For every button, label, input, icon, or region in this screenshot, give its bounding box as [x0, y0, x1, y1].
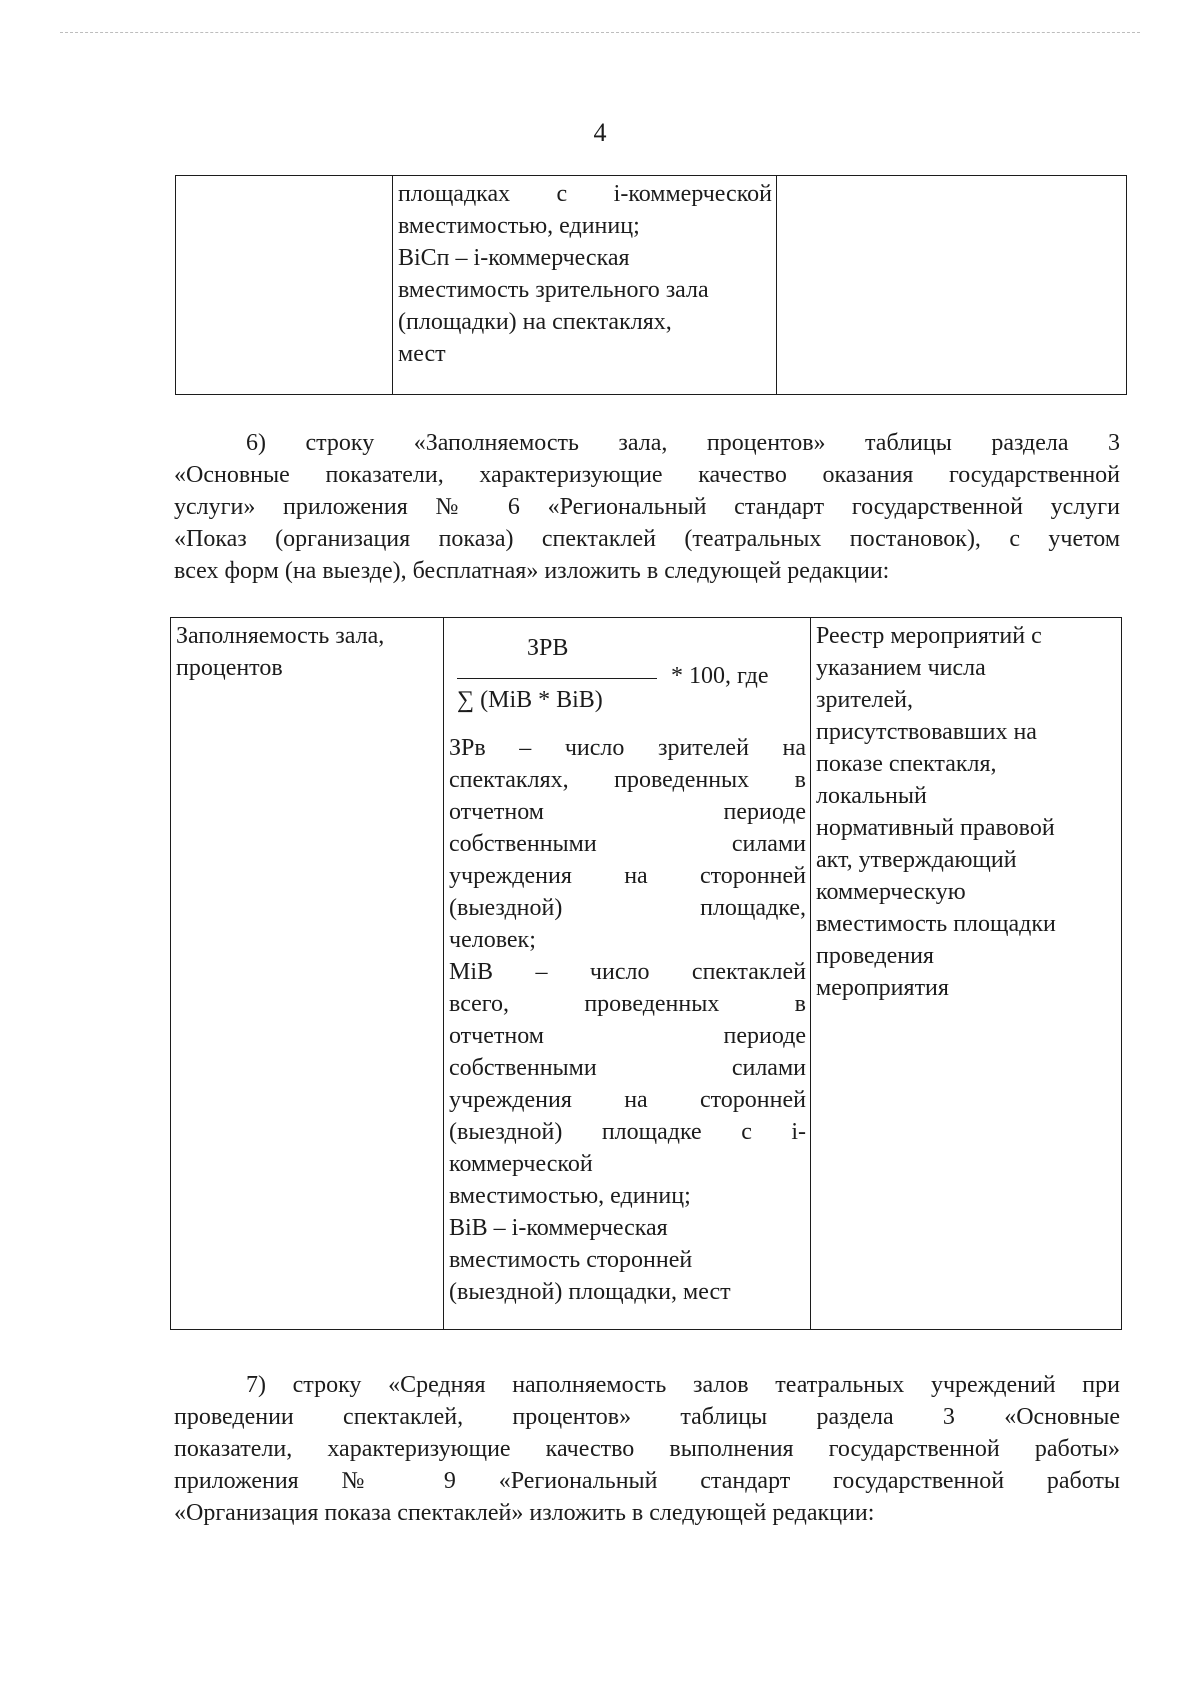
table-cell-indicator — [171, 618, 444, 1330]
paragraph-line: 7) строку «Средняя наполняемость залов театральных учреждений при — [246, 1372, 1120, 1398]
paragraph-item-6 — [174, 427, 1120, 587]
table-cell-formula-definitions — [444, 618, 811, 1330]
definition-line: отчетном периоде — [449, 1023, 806, 1049]
page-number: 4 — [593, 118, 607, 147]
table-cell-source — [811, 618, 1122, 1330]
definition-line: ЗРв – число зрителей на — [449, 735, 806, 761]
definition-line: вместимостью, единиц; — [449, 1183, 691, 1209]
definition-line: (выездной) площадке с i- — [449, 1119, 806, 1145]
text-line: (площадки) на спектаклях, — [398, 309, 672, 335]
paragraph-line: приложения № 9 «Региональный стандарт государственной работы — [174, 1468, 1120, 1494]
definition-line: отчетном периоде — [449, 799, 806, 825]
formula-denominator: ∑ (МiВ * ВiВ) — [457, 687, 603, 713]
text-line: ВiСп – i-коммерческая — [398, 245, 630, 271]
definition-line: собственными силами — [449, 831, 806, 857]
source-line: локальный — [816, 783, 927, 809]
fraction-bar — [457, 678, 657, 679]
paragraph-line: «Показ (организация показа) спектаклей (театральных постановок), с учетом — [174, 526, 1120, 552]
source-line: указанием числа — [816, 655, 986, 681]
paragraph-line: услуги» приложения № 6 «Региональный стандарт государственной услуги — [174, 494, 1120, 520]
paragraph-line: «Основные показатели, характеризующие качество оказания государственной — [174, 462, 1120, 488]
paragraph-line: всех форм (на выезде), бесплатная» изложить в следующей редакции: — [174, 558, 890, 584]
indicator-line: Заполняемость зала, — [176, 623, 385, 649]
definition-line: учреждения на сторонней — [449, 1087, 806, 1113]
formula-numerator: ЗРВ — [527, 635, 569, 661]
indicator-line: процентов — [176, 655, 283, 681]
formula-factor: * 100, где — [671, 663, 769, 689]
text-line: вместимостью, единиц; — [398, 213, 640, 239]
source-line: коммерческую — [816, 879, 966, 905]
definition-line: вместимость сторонней — [449, 1247, 693, 1273]
table-cell-formula-definitions — [393, 176, 777, 395]
definition-line: всего, проведенных в — [449, 991, 806, 1017]
table-cell-indicator — [176, 176, 393, 395]
text-line: площадках с i-коммерческой — [398, 181, 772, 207]
text-line: вместимость зрительного зала — [398, 277, 709, 303]
table-row — [176, 176, 1127, 395]
paragraph-line: показатели, характеризующие качество выполнения государственной работы» — [174, 1436, 1120, 1462]
definition-line: учреждения на сторонней — [449, 863, 806, 889]
paragraph-line: 6) строку «Заполняемость зала, процентов» таблицы раздела 3 — [246, 430, 1120, 456]
table-indicator — [170, 617, 1122, 1330]
source-line: проведения — [816, 943, 934, 969]
definition-line: (выездной) площадке, — [449, 895, 806, 921]
source-line: зрителей, — [816, 687, 913, 713]
definition-line: человек; — [449, 927, 536, 953]
text-line: мест — [398, 341, 446, 367]
definition-line: спектаклях, проведенных в — [449, 767, 806, 793]
paragraph-item-7 — [174, 1369, 1120, 1529]
table-cell-source — [777, 176, 1127, 395]
table-continuation — [175, 175, 1127, 395]
source-line: присутствовавших на — [816, 719, 1037, 745]
definition-line: МiВ – число спектаклей — [449, 959, 806, 985]
source-line: акт, утверждающий — [816, 847, 1017, 873]
source-line: нормативный правовой — [816, 815, 1055, 841]
source-line: Реестр мероприятий с — [816, 623, 1042, 649]
paragraph-line: «Организация показа спектаклей» изложить в следующей редакции: — [174, 1500, 875, 1526]
definition-line: коммерческой — [449, 1151, 593, 1177]
definition-line: (выездной) площадки, мест — [449, 1279, 731, 1305]
definition-line: собственными силами — [449, 1055, 806, 1081]
table-row — [171, 618, 1122, 1330]
scan-artifact-line — [60, 32, 1140, 33]
paragraph-line: проведении спектаклей, процентов» таблицы раздела 3 «Основные — [174, 1404, 1120, 1430]
source-line: вместимость площадки — [816, 911, 1056, 937]
source-line: мероприятия — [816, 975, 949, 1001]
formula — [449, 620, 806, 732]
definition-line: ВiВ – i-коммерческая — [449, 1215, 668, 1241]
source-line: показе спектакля, — [816, 751, 997, 777]
